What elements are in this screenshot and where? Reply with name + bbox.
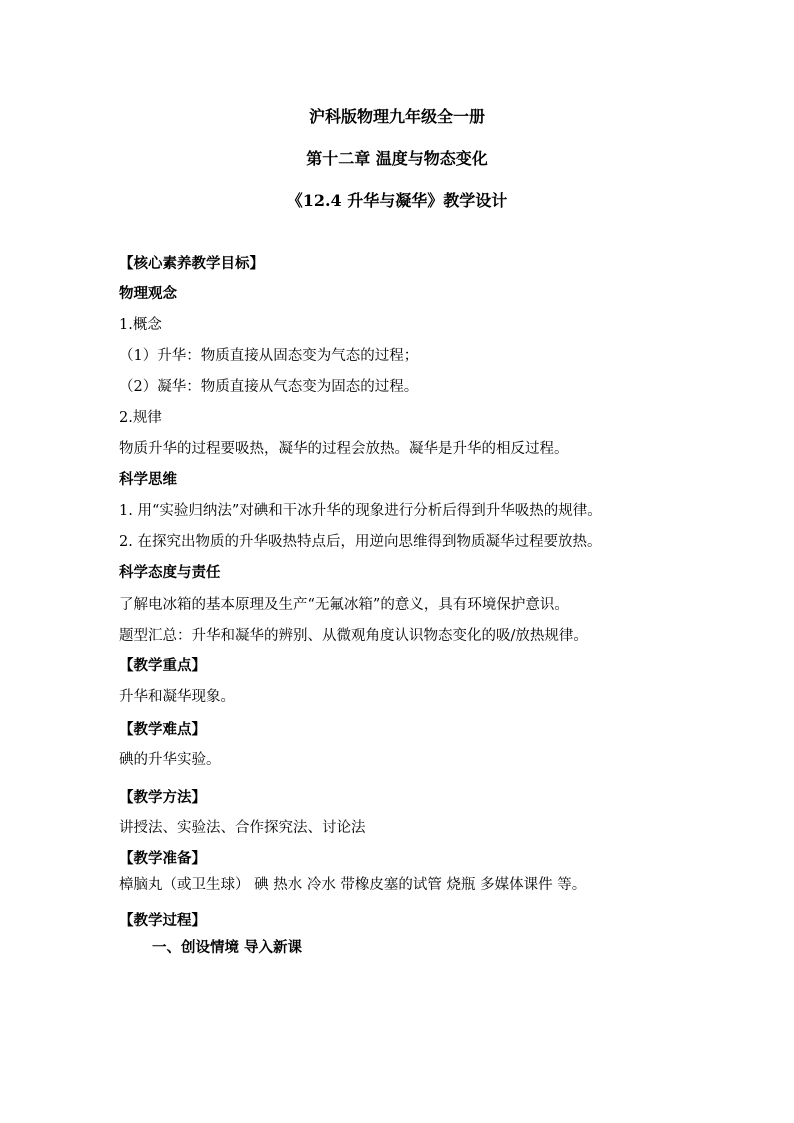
paragraph-preparation: 樟脑丸（或卫生球） 碘 热水 冷水 带橡皮塞的试管 烧瓶 多媒体课件 等。 (119, 877, 587, 893)
paragraph-key-points: 升华和凝华现象。 (119, 689, 235, 705)
section-heading-methods: 【教学方法】 (119, 789, 206, 806)
section-heading-process: 【教学过程】 (119, 912, 206, 929)
paragraph-rule-text: 物质升华的过程要吸热，凝华的过程会放热。凝华是升华的相反过程。 (119, 441, 569, 457)
paragraph-thinking-1: 1. 用“实验归纳法”对碘和干冰升华的现象进行分析后得到升华吸热的规律。 (119, 503, 602, 519)
paragraph-sublimation-definition: （1）升华：物质直接从固态变为气态的过程； (119, 348, 419, 364)
subheading-physics-concepts: 物理观念 (119, 285, 177, 302)
paragraph-thinking-2: 2. 在探究出物质的升华吸热特点后，用逆向思维得到物质凝华过程要放热。 (119, 534, 602, 550)
section-heading-difficulties: 【教学难点】 (119, 721, 206, 738)
section-heading-key-points: 【教学重点】 (119, 657, 206, 674)
paragraph-question-types: 题型汇总：升华和凝华的辨别、从微观角度认识物态变化的吸/放热规律。 (119, 628, 588, 644)
paragraph-difficulties: 碘的升华实验。 (119, 752, 221, 768)
paragraph-deposition-definition: （2）凝华：物质直接从气态变为固态的过程。 (119, 379, 419, 395)
paragraph-rule-label: 2.规律 (119, 410, 162, 426)
section-heading-preparation: 【教学准备】 (119, 850, 206, 867)
paragraph-methods: 讲授法、实验法、合作探究法、讨论法 (119, 820, 366, 836)
lesson-title: 《12.4 升华与凝华》教学设计 (286, 191, 508, 210)
document-title: 沪科版物理九年级全一册 (308, 107, 485, 126)
subheading-scientific-thinking: 科学思维 (119, 471, 177, 488)
subheading-attitude-responsibility: 科学态度与责任 (119, 564, 221, 581)
subheading-process-step-1: 一、创设情境 导入新课 (152, 939, 303, 956)
paragraph-concept-label: 1.概念 (119, 317, 162, 333)
section-heading-objectives: 【核心素养教学目标】 (119, 255, 264, 272)
chapter-title: 第十二章 温度与物态变化 (306, 149, 488, 168)
paragraph-attitude-text: 了解电冰箱的基本原理及生产“无氟冰箱”的意义，具有环境保护意识。 (119, 597, 569, 613)
